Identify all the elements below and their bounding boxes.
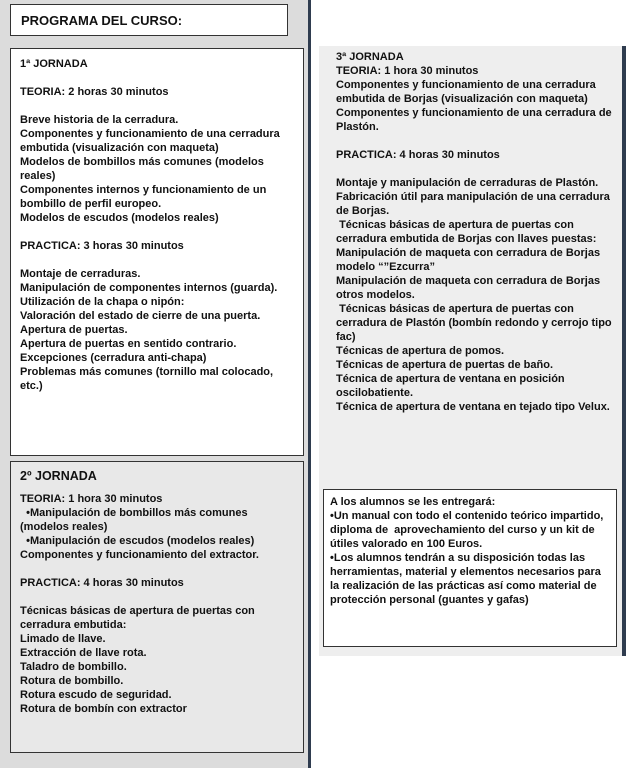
student-info-text: •Un manual con todo el contenido teórico impartido, diploma de aprovechamiento del curso y un kit de útiles valorado en 100 Euros. •Los alumnos tendrán a su disposición todas las herramientas, material y elementos necesarios para la realización de las prácticas así como material de protección personal (guantes y gafas) (330, 510, 604, 606)
student-info-box (323, 489, 617, 647)
jornada-1-practica-text: Montaje de cerraduras. Manipulación de componentes internos (guarda). Utilización de la chapa o nipón: Valoración del estado de cierre de una puerta. Apertura de puertas. Apertura de puertas en sentido contrario. Excepciones (cerradura anti-chapa) Problemas más comunes (tornillo mal colocado, etc.) (20, 268, 278, 392)
jornada-1-practica-title: PRACTICA: 3 horas 30 minutos (20, 240, 184, 252)
jornada-3-teoria-text: Componentes y funcionamiento de una cerradura embutida de Borjas (visualización con maqueta) Componentes y funcionamiento de una cerradura de Plastón. (336, 79, 612, 133)
jornada-2-title: 2º JORNADA (20, 469, 97, 483)
jornada-2-teoria-title: TEORIA: 1 hora 30 minutos (20, 493, 163, 505)
column-divider (308, 0, 311, 768)
jornada-3-title: 3ª JORNADA (336, 51, 404, 63)
jornada-1-teoria-title: TEORIA: 2 horas 30 minutos (20, 86, 169, 98)
student-info-title: A los alumnos se les entregará: (330, 496, 496, 508)
jornada-3-teoria-title: TEORIA: 1 hora 30 minutos (336, 65, 479, 77)
jornada-3-practica-text: Montaje y manipulación de cerraduras de Plastón. Fabricación útil para manipulación de una cerradura de Borjas. Técnicas básicas de apertura de puertas con cerradura embutida de Borjas con llaves puestas: Manipulación de maqueta con cerradura de Borjas modelo “”Ezcurra” Manipulación de maqueta con cerradura de Borjas otros modelos. Técnicas básicas de apertura de puertas con cerradura de Plastón (bombín redondo y cerrojo tipo fac) Técnicas de apertura de pomos. Técnicas de apertura de puertas de baño. Técnica de apertura de ventana en posición oscilobatiente. Técnica de apertura de ventana en tejado tipo Velux. (336, 177, 612, 413)
right-column-edge (622, 46, 626, 656)
course-program-header (10, 4, 288, 36)
jornada-1-teoria-text: Breve historia de la cerradura. Componentes y funcionamiento de una cerradura embutida (visualización con maqueta) Modelos de bombillos más comunes (modelos reales) Componentes internos y funcionamiento de un bombillo de perfil europeo. Modelos de escudos (modelos reales) (20, 114, 280, 224)
jornada-2-practica-title: PRACTICA: 4 horas 30 minutos (20, 577, 184, 589)
jornada-1-title: 1ª JORNADA (20, 58, 88, 70)
jornada-2-practica-text: Técnicas básicas de apertura de puertas con cerradura embutida: Limado de llave. Extracción de llave rota. Taladro de bombillo. Rotura de bombillo. Rotura escudo de seguridad. Rotura de bombín con extractor (20, 605, 255, 715)
jornada-3-practica-title: PRACTICA: 4 horas 30 minutos (336, 149, 500, 161)
page-title: PROGRAMA DEL CURSO: (21, 13, 183, 28)
jornada-2-teoria-text: •Manipulación de bombillos más comunes (modelos reales) •Manipulación de escudos (modelos reales) Componentes y funcionamiento del extractor. (20, 507, 259, 561)
jornada-2-box (10, 461, 304, 753)
jornada-1-box (10, 48, 304, 456)
jornada-3-box (330, 50, 618, 480)
